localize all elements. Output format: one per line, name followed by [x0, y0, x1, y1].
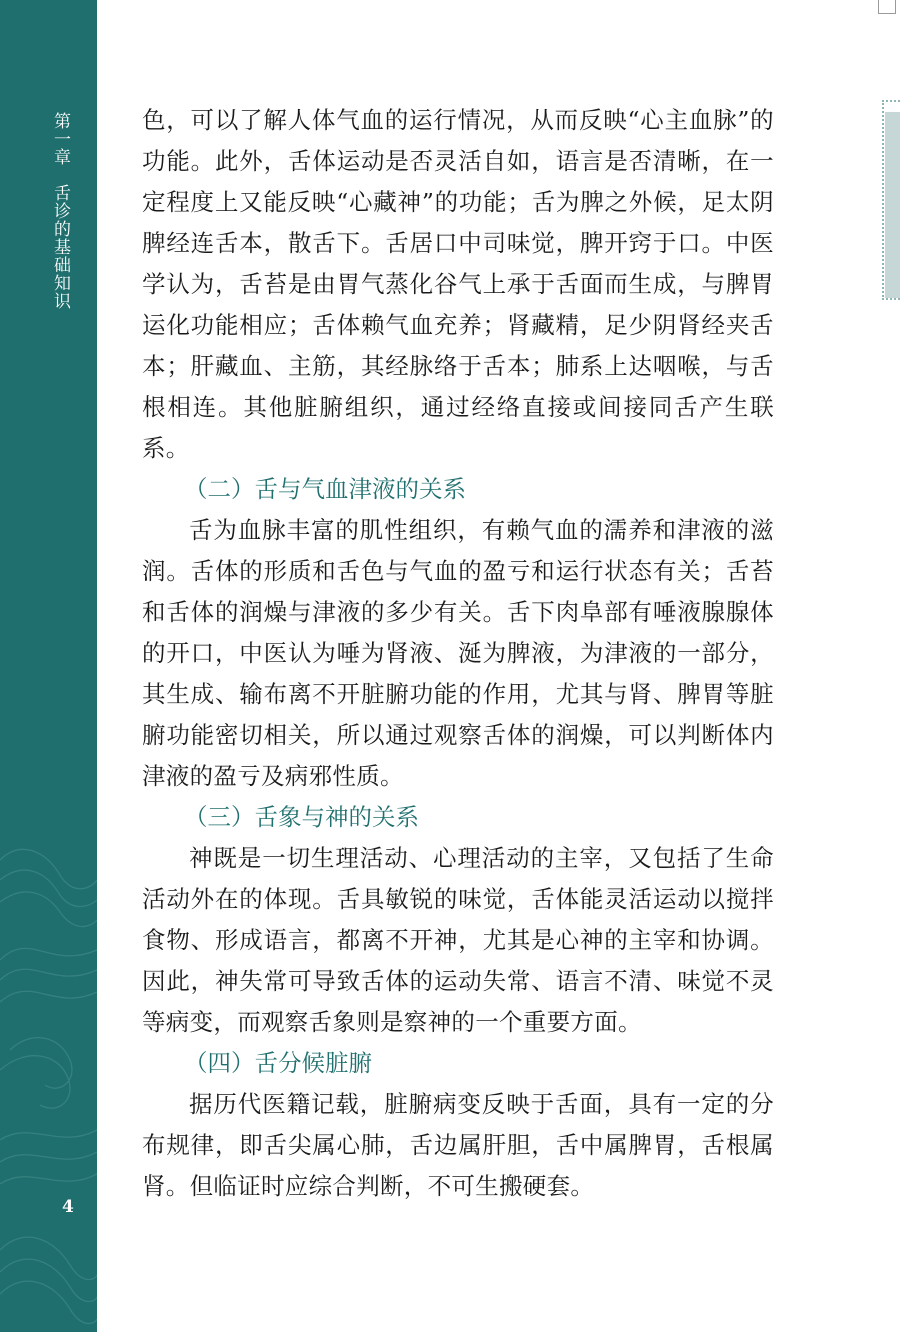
sidebar-band [0, 0, 97, 1332]
paragraph: 舌为血脉丰富的肌性组织，有赖气血的濡养和津液的滋润。舌体的形质和舌色与气血的盈亏和运行状态有关；舌苔和舌体的润燥与津液的多少有关。舌下肉阜部有唾液腺腺体的开口，中医认为唾为肾液、涎为脾液，为津液的一部分，其生成、输布离不开脏腑功能的作用，尤其与肾、脾胃等脏腑功能密切相关，所以通过观察舌体的润燥，可以判断体内津液的盈亏及病邪性质。 [142, 516, 774, 790]
section-heading: （三）舌象与神的关系 [184, 803, 419, 831]
chapter-tab [885, 112, 900, 298]
section-heading: （四）舌分候脏腑 [184, 1049, 372, 1077]
page-number: 4 [62, 1197, 74, 1217]
page-body [142, 100, 774, 1207]
paragraph: 色，可以了解人体气血的运行情况，从而反映“心主血脉”的功能。此外，舌体运动是否灵活自如，语言是否清晰，在一定程度上又能反映“心藏神”的功能；舌为脾之外候，足太阴脾经连舌本，散舌下。舌居口中司味觉，脾开窍于口。中医学认为，舌苔是由胃气蒸化谷气上承于舌面而生成，与脾胃运化功能相应；舌体赖气血充养；肾藏精，足少阴肾经夹舌本；肝藏血、主筋，其经脉络于舌本；肺系上达咽喉，与舌根相连。其他脏腑组织，通过经络直接或间接同舌产生联系。 [142, 106, 774, 462]
section-heading: （二）舌与气血津液的关系 [184, 475, 466, 503]
chapter-title: 第一章 舌诊的基础知识 [50, 112, 70, 310]
paragraph: 据历代医籍记载，脏腑病变反映于舌面，具有一定的分布规律，即舌尖属心肺，舌边属肝胆，舌中属脾胃，舌根属肾。但临证时应综合判断，不可生搬硬套。 [142, 1090, 774, 1200]
paragraph: 神既是一切生理活动、心理活动的主宰，又包括了生命活动外在的体现。舌具敏锐的味觉，舌体能灵活运动以搅拌食物、形成语言，都离不开神，尤其是心神的主宰和协调。因此，神失常可导致舌体的运动失常、语言不清、味觉不灵等病变，而观察舌象则是察神的一个重要方面。 [142, 844, 774, 1036]
corner-mark [878, 0, 896, 14]
wave-pattern [0, 820, 97, 1332]
